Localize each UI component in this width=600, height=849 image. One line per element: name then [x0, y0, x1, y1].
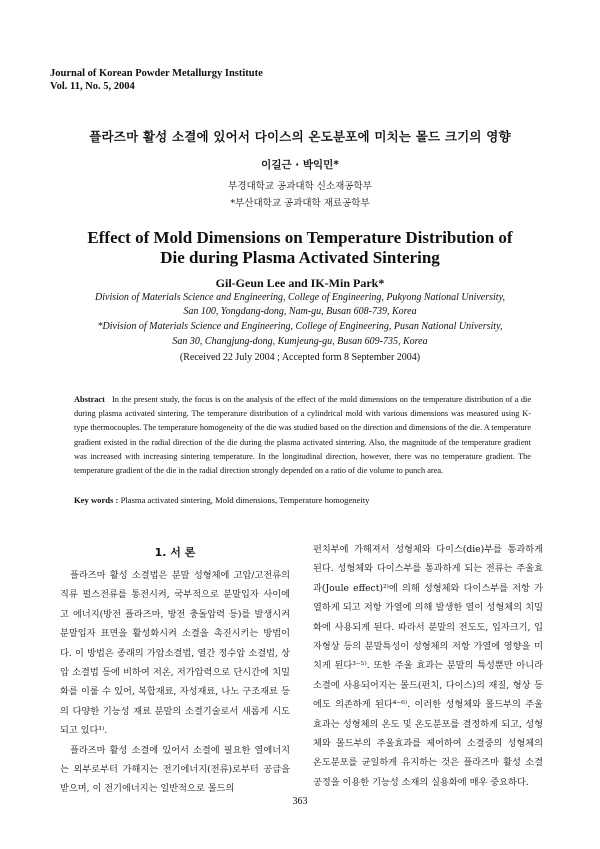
affiliation-2-address: San 30, Changjung-dong, Kumjeung-gu, Busan 609-735, Korea — [172, 336, 428, 347]
section-title: 1. 서 론 — [154, 546, 196, 559]
korean-title: 플라즈마 활성 소결에 있어서 다이스의 온도분포에 미치는 몰드 크기의 영향 — [89, 129, 511, 144]
journal-header — [50, 67, 263, 93]
korean-affiliation-1: 부경대학교 공과대학 신소재공학부 — [228, 181, 372, 192]
affiliation-1: Division of Materials Science and Engineering, College of Engineering, Pukyong National University, — [95, 292, 505, 303]
english-authors: Gil-Geun Lee and IK-Min Park* — [215, 276, 385, 290]
abstract-label: Abstract — [74, 395, 105, 404]
keywords-text: Plasma activated sintering, Mold dimensions, Temperature homogeneity — [120, 495, 370, 505]
left-column — [60, 566, 290, 799]
keywords-label: Key words : — [74, 495, 119, 505]
paragraph: 플라즈마 활성 소결에 있어서 소결에 필요한 열에너지는 외부로부터 가해지는 전기에너지(전류)로부터 공급을 받으며, 이 전기에너지는 일반적으로 몰드의 — [60, 744, 290, 795]
korean-authors: 이길근 · 박익민* — [261, 159, 339, 171]
abstract-text: In the present study, the focus is on the analysis of the effect of the mold dimensions on the temperature distribution of a die during plasma activated sintering. The temperature distribution of a cylindrical mold with various dimensions was measured using K-type thermocouples. The temperature homogeneity of the die was studied based on the direction and dimensions of the die. A temperature gradient existed in the radial direction of the die during the plasma activated sintering. Also, the magnitude of the temperature gradient was increased with increasing sintering temperature. In the longitudinal direction, however, there was no temperature gradient. The temperature gradient of the die in the radial direction strongly depended on a ratio of die volume to punch area. — [74, 395, 531, 476]
page-number: 363 — [292, 796, 308, 807]
journal-name: Journal of Korean Powder Metallurgy Institute — [50, 68, 263, 79]
journal-volume: Vol. 11, No. 5, 2004 — [50, 81, 135, 92]
abstract — [74, 393, 531, 478]
korean-affiliation-2: *부산대학교 공과대학 재료공학부 — [230, 198, 370, 209]
keywords — [74, 495, 369, 505]
right-column — [313, 540, 543, 792]
english-title-line-1: Effect of Mold Dimensions on Temperature Distribution of — [87, 228, 513, 247]
affiliation-2: *Division of Materials Science and Engineering, College of Engineering, Pusan National University, — [97, 321, 503, 332]
english-title-line-2: Die during Plasma Activated Sintering — [160, 248, 440, 267]
paragraph: 펀치부에 가해져서 성형체와 다이스(die)부를 통과하게 된다. 성형체와 다이스부를 통과하게 되는 전류는 주울효과(Joule effect)²⁾에 의해 성형체와 다이스부를 저항 가열하게 되고 저항 가열에 의해 발생한 열이 성형체의 치밀화에 사용되게 된다. 따라서 분말의 전도도, 입자크기, 입자형상 등의 분말특성이 성형체의 저항 가열에 영향을 미치게 된다³⁻⁵⁾. 또한 주울 효과는 분말의 특성뿐만 아니라 소결에 사용되어지는 몰드(펀치, 다이스)의 재질, 형상 등에도 의존하게 된다⁴⁻⁶⁾. 이러한 성형체와 몰드부의 주울효과는 성형체의 온도 및 온도분포를 결정하게 되고, 성형체와 몰드부의 주울효과를 제어하여 소결중의 성형체의 온도분포를 균일하게 유지하는 것은 플라즈마 활성 소결 공정을 이용한 기능성 소재의 실용화에 매우 중요하다. — [313, 544, 543, 788]
received-dates: (Received 22 July 2004 ; Accepted form 8 September 2004) — [179, 352, 421, 363]
english-title — [0, 228, 600, 268]
affiliation-1-address: San 100, Yongdang-dong, Nam-gu, Busan 608-739, Korea — [183, 306, 417, 317]
paragraph: 플라즈마 활성 소결법은 분말 성형체에 고압/고전류의 직류 펄스전류를 통전시켜, 국부적으로 분말입자 사이에 고 에너지(방전 플라즈마, 방전 충돌압력 등)를 발생시켜 분말입자 표면을 활성화시켜 소결을 촉진시키는 방법이다. 이 방법은 종래의 가압소결법, 열간 정수압 소결법, 상압 소결법 등에 비하여 저온, 저가압력으로 단시간에 치밀화를 이룰 수 있어, 복합재료, 자성재료, 나노 구조재료 등의 다양한 기능성 재료 분말의 소결기술로서 새롭게 시도되고 있다¹⁾. — [60, 570, 290, 737]
